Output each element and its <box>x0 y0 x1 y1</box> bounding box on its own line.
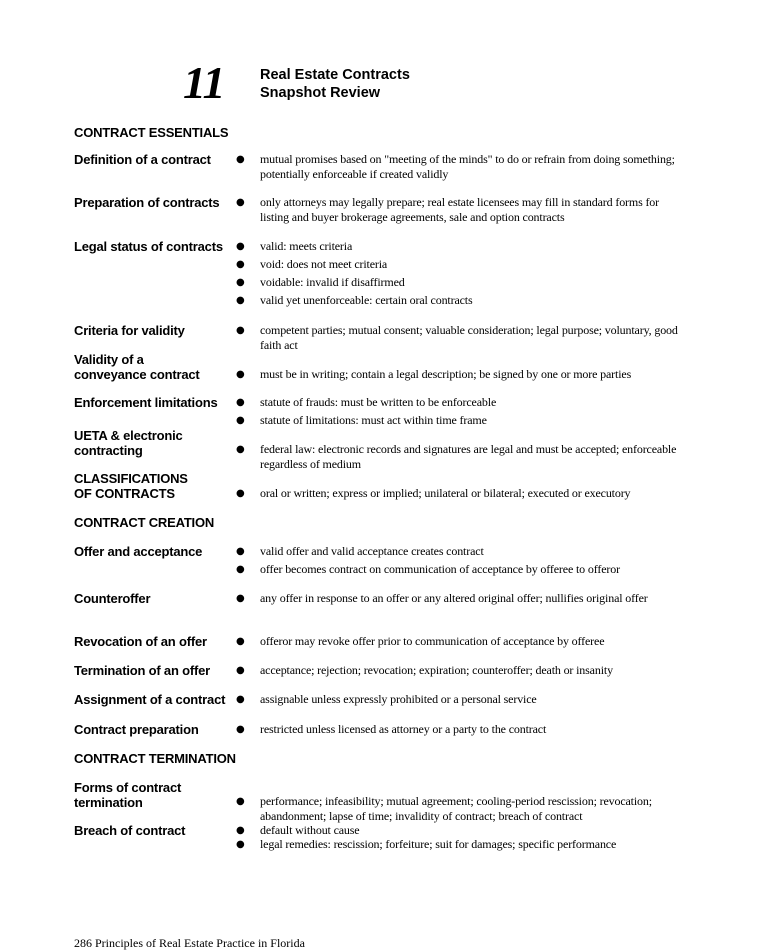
row-label-line: Forms of contract <box>74 780 182 795</box>
section-heading-classifications <box>74 471 188 501</box>
row-label: Criteria for validity <box>74 323 185 338</box>
row-label: Assignment of a contract <box>74 692 226 707</box>
bullet-icon: ● <box>236 295 245 306</box>
section-heading-contract-creation: CONTRACT CREATION <box>74 515 215 530</box>
row-item: mutual promises based on "meeting of the minds" to do or refrain from doing something; potentially enforceable if created validly <box>260 152 675 181</box>
row-item: valid offer and valid acceptance creates contract <box>260 544 484 558</box>
row-label-line: Validity of a <box>74 352 144 367</box>
row-item: acceptance; rejection; revocation; expiration; counteroffer; death or insanity <box>260 663 613 677</box>
row-item: offeror may revoke offer prior to communication of acceptance by offeree <box>260 634 605 648</box>
bullet-icon: ● <box>236 593 245 604</box>
bullet-icon: ● <box>236 724 245 735</box>
row-label: Offer and acceptance <box>74 544 203 559</box>
row-item: valid yet unenforceable: certain oral contracts <box>260 293 473 307</box>
row-item: federal law: electronic records and signatures are legal and must be accepted; enforceable regardless of medium <box>260 442 677 471</box>
row-item: restricted unless licensed as attorney or a party to the contract <box>260 722 547 736</box>
row-label: Contract preparation <box>74 722 199 737</box>
row-item: default without cause <box>260 823 360 837</box>
row-label <box>74 352 239 382</box>
bullet-icon: ● <box>236 839 245 850</box>
bullet-icon: ● <box>236 564 245 575</box>
section-heading-contract-termination: CONTRACT TERMINATION <box>74 751 236 766</box>
bullet-icon: ● <box>236 546 245 557</box>
row-item: statute of frauds: must be written to be enforceable <box>260 395 497 409</box>
row-label: Counteroffer <box>74 591 151 606</box>
row-item: offer becomes contract on communication of acceptance by offeree to offeror <box>260 562 620 576</box>
row-label <box>74 780 239 810</box>
row-item: assignable unless expressly prohibited or a personal service <box>260 692 537 706</box>
chapter-title-line1: Real Estate Contracts <box>260 67 410 83</box>
chapter-number: 11 <box>183 57 225 108</box>
row-item: void: does not meet criteria <box>260 257 388 271</box>
bullet-icon: ● <box>236 277 245 288</box>
bullet-icon: ● <box>236 369 245 380</box>
bullet-icon: ● <box>236 325 245 336</box>
bullet-icon: ● <box>236 241 245 252</box>
row-label: Termination of an offer <box>74 663 210 678</box>
bullet-icon: ● <box>236 796 245 807</box>
bullet-icon: ● <box>236 154 245 165</box>
bullet-icon: ● <box>236 259 245 270</box>
row-item: voidable: invalid if disaffirmed <box>260 275 405 289</box>
row-item: statute of limitations: must act within time frame <box>260 413 487 427</box>
row-item: valid: meets criteria <box>260 239 353 253</box>
chapter-subtitle: Snapshot Review <box>260 85 381 101</box>
bullet-icon: ● <box>236 694 245 705</box>
row-label-line: conveyance contract <box>74 367 200 382</box>
row-label <box>74 428 239 458</box>
row-label-line: termination <box>74 795 143 810</box>
section-heading-line: CLASSIFICATIONS <box>74 471 188 486</box>
bullet-icon: ● <box>236 665 245 676</box>
row-label: Preparation of contracts <box>74 195 220 210</box>
bullet-icon: ● <box>236 444 245 455</box>
bullet-icon: ● <box>236 825 245 836</box>
row-item: any offer in response to an offer or any altered original offer; nullifies original offer <box>260 591 648 605</box>
row-label: Legal status of contracts <box>74 239 223 254</box>
row-label-line: UETA & electronic <box>74 428 183 443</box>
bullet-icon: ● <box>236 636 245 647</box>
section-heading-contract-essentials: CONTRACT ESSENTIALS <box>74 125 229 140</box>
chapter-title <box>260 66 410 102</box>
bullet-icon: ● <box>236 415 245 426</box>
page-footer: 286 Principles of Real Estate Practice in Florida <box>74 936 305 950</box>
row-label: Definition of a contract <box>74 152 211 167</box>
bullet-icon: ● <box>236 197 245 208</box>
row-label: Revocation of an offer <box>74 634 207 649</box>
row-label: Enforcement limitations <box>74 395 218 410</box>
row-item: legal remedies: rescission; forfeiture; suit for damages; specific performance <box>260 837 617 851</box>
bullet-icon: ● <box>236 488 245 499</box>
row-item: must be in writing; contain a legal description; be signed by one or more parties <box>260 367 632 381</box>
section-heading-line: OF CONTRACTS <box>74 486 175 501</box>
bullet-icon: ● <box>236 397 245 408</box>
row-label-line: contracting <box>74 443 143 458</box>
row-item: performance; infeasibility; mutual agreement; cooling-period rescission; revocation; abandonment; lapse of time; invalidity of contract; breach of contract <box>260 794 652 823</box>
row-item: competent parties; mutual consent; valuable consideration; legal purpose; voluntary, good faith act <box>260 323 678 352</box>
row-label: Breach of contract <box>74 823 186 838</box>
row-item: only attorneys may legally prepare; real estate licensees may fill in standard forms for listing and buyer brokerage agreements, sale and option contracts <box>260 195 659 224</box>
row-item: oral or written; express or implied; unilateral or bilateral; executed or executory <box>260 486 631 500</box>
